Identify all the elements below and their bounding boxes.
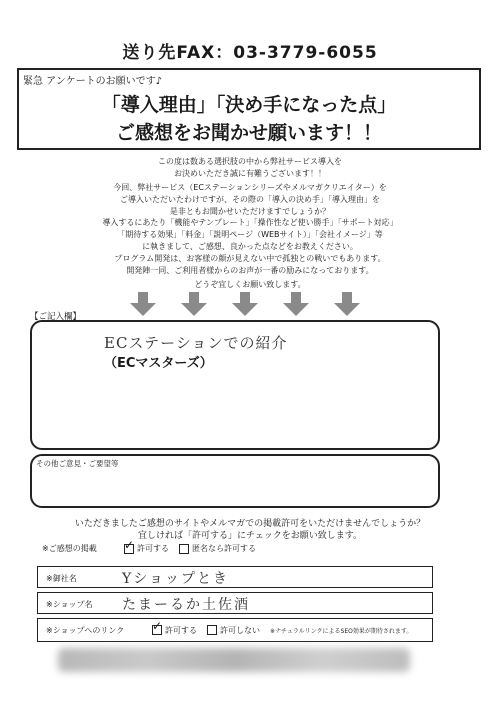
publish-anon-checkbox[interactable] [179, 544, 189, 554]
company-value: Yショップとき [122, 571, 229, 587]
opinion-label: その他ご意見・ご要望等 [36, 459, 119, 468]
publish-allow-label: 許可する [137, 544, 169, 553]
down-arrow-icon [334, 292, 360, 316]
down-arrow-icon [232, 292, 258, 316]
link-note: ※ナチュラルリンクによるSEO効果が期待されます。 [270, 627, 413, 635]
down-arrows [130, 292, 360, 316]
headline-line1: 「導入理由」「決め手になった点」 [101, 94, 397, 116]
publish-anon-label: 匿名なら許可する [192, 544, 256, 553]
company-label: ※御社名 [46, 574, 77, 583]
publish-row [42, 543, 266, 554]
link-field [37, 618, 433, 642]
link-allow-label: 許可する [165, 625, 197, 635]
intro-paragraph-2: 今回、弊社サービス（ECステーションシリーズやメルマガクリエイター）を ご導入いただいたわけですが、その際の「導入の決め手」「導入理由」を 是非ともお聞かせいただけますでしょうか？ [113, 183, 387, 216]
intro-paragraph-1: この度は数ある選択肢の中から弊社サービス導入を お決めいただき誠に有難うございます！！ [158, 157, 342, 178]
publish-anon-option[interactable] [179, 543, 256, 554]
publish-allow-option[interactable] [124, 543, 169, 554]
redacted-area [58, 648, 410, 672]
publish-allow-checkbox[interactable] [124, 544, 134, 554]
entry-handwritten-text: ECステーションでの紹介 [104, 334, 288, 352]
link-label: ※ショップへのリンク [46, 625, 125, 635]
permission-question-1: いただきましたご感想のサイトやメルマガでの掲載許可をいただけませんでしょうか？ [74, 519, 426, 529]
fax-number-heading: 送り先FAX：03-3779-6055 [122, 43, 378, 63]
down-arrow-icon [181, 292, 207, 316]
link-deny-checkbox[interactable] [207, 625, 217, 635]
permission-question-2: 宜しければ「許可する」にチェックをお願い致します。 [137, 531, 362, 541]
header-box [17, 68, 481, 150]
link-deny-option[interactable] [207, 625, 260, 636]
entry-section-label: 【ご記入欄】 [30, 312, 82, 322]
publish-label: ※ご感想の掲載 [42, 544, 97, 553]
company-field[interactable] [37, 566, 433, 588]
shop-field[interactable] [37, 592, 433, 614]
entry-product-name: （ECマスターズ） [104, 356, 213, 371]
intro-paragraph-3: 導入するにあたり「機能やテンプレート」「操作性など使い勝手」「サポート対応」 「期待する効果」「料金」「説明ページ（WEBサイト）」「会社イメージ」等 に執きまして、ご感想、良かった点などをお教えください。 [102, 218, 398, 251]
urgent-note: 緊急 アンケートのお願いです♪ [23, 76, 162, 87]
headline-line2: ご感想をお聞かせ願います！！ [115, 122, 382, 144]
intro-paragraph-5: どうぞ宜しくお願い致します。 [194, 280, 306, 289]
down-arrow-icon [283, 292, 309, 316]
intro-paragraph-4: プログラム開発は、お客様の顔が見えない中で孤独との戦いでもあります。 開発陣一同、ご利用者様からのお声が一番の励みになっております。 [114, 254, 386, 275]
entry-box[interactable] [30, 320, 440, 450]
link-allow-checkbox[interactable] [152, 625, 162, 635]
link-deny-label: 許可しない [220, 625, 260, 635]
shop-label: ※ショップ名 [46, 600, 93, 609]
shop-value: たまーるか土佐酒 [122, 597, 250, 613]
down-arrow-icon [130, 292, 156, 316]
link-allow-option[interactable] [152, 625, 197, 636]
